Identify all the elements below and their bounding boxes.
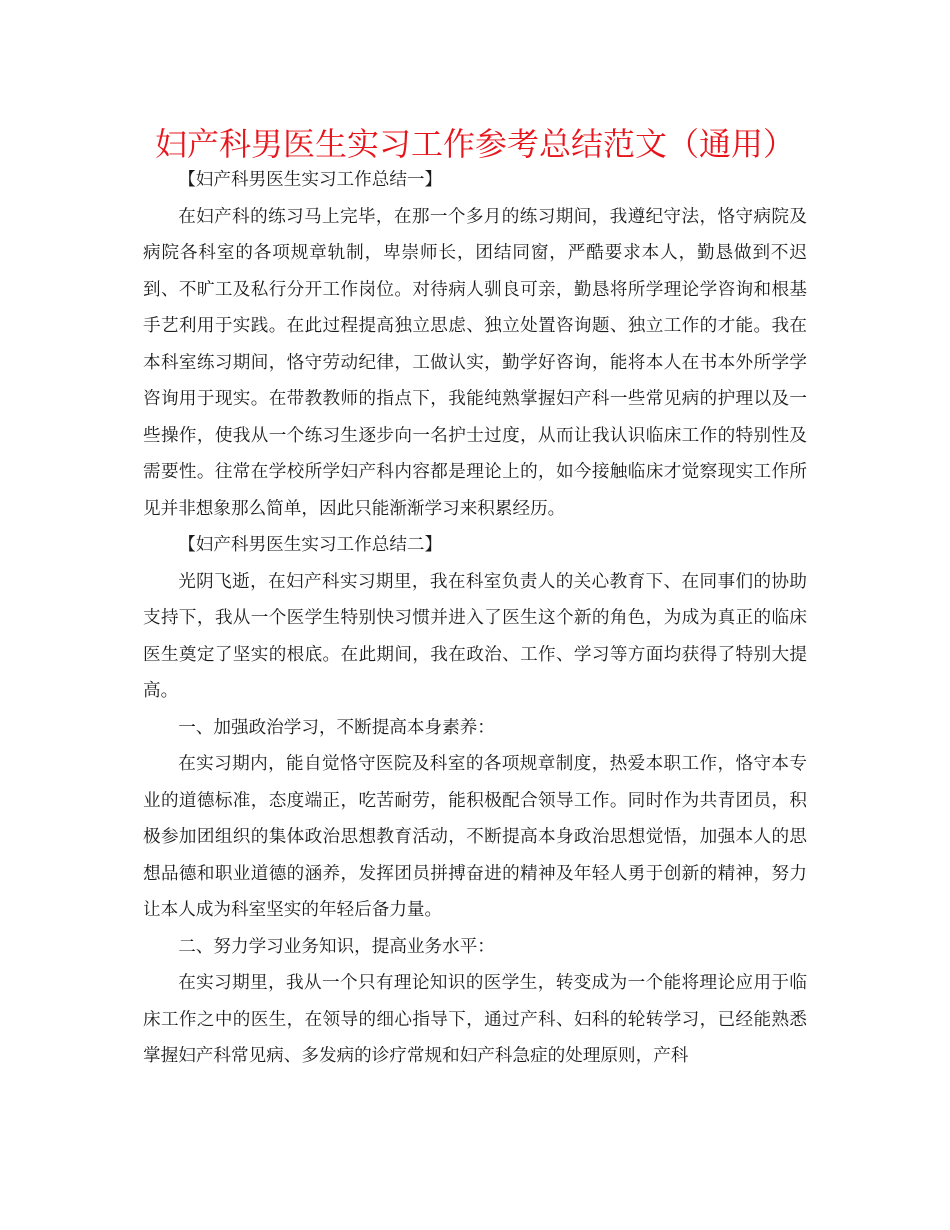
subheading-business: 二、努力学习业务知识，提高业务水平： <box>178 936 495 957</box>
section-heading-1: 【妇产科男医生实习工作总结一】 <box>178 170 443 190</box>
body-paragraph: 在实习期里，我从一个只有理论知识的医学生，转变成为一个能将理论应用于临床工作之中的医生，在领导的细心指导下，通过产科、妇科的轮转学习，已经能熟悉掌握妇产科常见病、多发病的诊疗常规和妇产科急症的处理原则，产科 <box>143 973 807 1066</box>
body-paragraph: 在实习期内，能自觉恪守医院及科室的各项规章制度，热爱本职工作，恪守本专业的道德标准，态度端正，吃苦耐劳，能积极配合领导工作。同时作为共青团员，积极参加团组织的集体政治思想教育活动，不断提高本身政治思想觉悟，加强本人的思想品德和职业道德的涵养，发挥团员拼搏奋进的精神及年轻人勇于创新的精神，努力让本人成为科室坚实的年轻后备力量。 <box>143 754 807 920</box>
document-body <box>143 162 807 1075</box>
body-paragraph: 在妇产科的练习马上完毕，在那一个多月的练习期间，我遵纪守法，恪守病院及病院各科室的各项规章轨制，卑崇师长，团结同窗，严酷要求本人，勤恳做到不迟到、不旷工及私行分开工作岗位。对待病人驯良可亲，勤恳将所学理论学咨询和根基手艺利用于实践。在此过程提高独立思虑、独立处置咨询题、独立工作的才能。我在本科室练习期间，恪守劳动纪律，工做认实，勤学好咨询，能将本人在书本外所学学咨询用于现实。在带教教师的指点下，我能纯熟掌握妇产科一些常见病的护理以及一些操作，使我从一个练习生逐步向一名护士过度，从而让我认识临床工作的特别性及需要性。往常在学校所学妇产科内容都是理论上的，如今接触临床才觉察现实工作所见并非想象那么简单，因此只能渐渐学习来积累经历。 <box>143 206 807 519</box>
body-paragraph: 光阴飞逝，在妇产科实习期里，我在科室负责人的关心教育下、在同事们的协助支持下，我从一个医学生特别快习惯并进入了医生这个新的角色，为成为真正的临床医生奠定了坚实的根底。在此期间，我在政治、工作、学习等方面均获得了特别大提高。 <box>143 571 807 701</box>
subheading-politics: 一、加强政治学习，不断提高本身素养： <box>178 717 495 738</box>
document-title: 妇产科男医生实习工作参考总结范文（通用） <box>154 125 795 163</box>
section-heading-2: 【妇产科男医生实习工作总结二】 <box>178 535 443 555</box>
